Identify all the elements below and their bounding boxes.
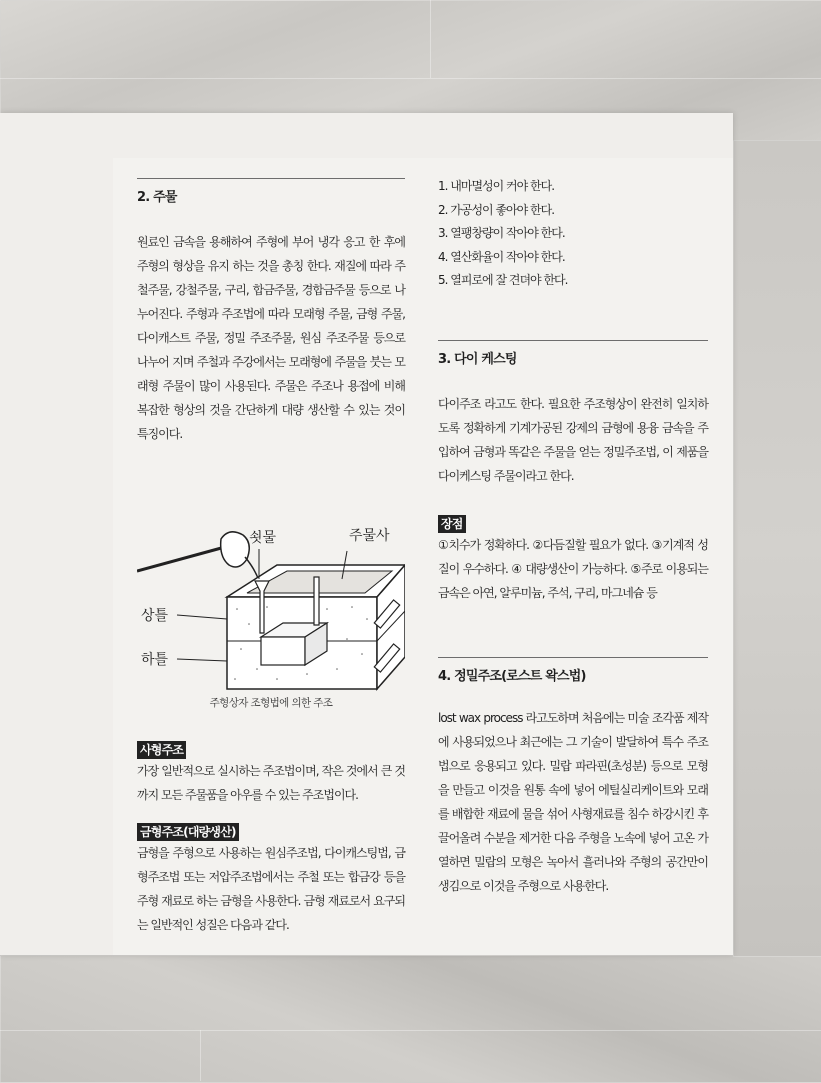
sand-casting-badge: 사형주조 xyxy=(137,741,186,759)
section-rule xyxy=(438,657,708,658)
figure-label-drag: 하틀 xyxy=(141,652,169,668)
section3-body: 다이주조 라고도 한다. 필요한 주조형상이 완전히 일치하도록 정확하게 기계가공된 강제의 금형에 용융 금속을 주입하여 금형과 똑같은 주물을 얻는 정밀주조법, 이 제품을 다이케스팅 주물이라고 한다. xyxy=(438,396,708,483)
casting-diagram xyxy=(137,529,405,694)
merits-badge: 장점 xyxy=(438,515,466,533)
figure-label-cope: 상틀 xyxy=(141,608,169,624)
list-item: 4. 열산화율이 작아야 한다. xyxy=(438,249,565,264)
cope-leader xyxy=(177,615,227,619)
list-item: 1. 내마멸성이 커야 한다. xyxy=(438,179,555,193)
permanent-mold-body: 금형을 주형으로 사용하는 원심주조법, 다이캐스팅법, 금형주조법 또는 저압주조법에서는 주철 또는 합금강 등을 주형 재료로 하는 금형을 사용한다. 금형 재료로서 요구되는 일반적인 성질은 다음과 같다. xyxy=(137,846,405,932)
section3-title: 3. 다이 케스팅 xyxy=(438,351,517,367)
permanent-mold-block xyxy=(137,821,405,937)
left-column xyxy=(137,178,405,937)
merits-body: ①치수가 정확하다. ②다듬질할 필요가 없다. ③기계적 성질이 우수하다. ④ 대량생산이 가능하다. ⑤주로 이용되는 금속은 아연, 알루미늄, 주석, 구리, 마그네슘 등 xyxy=(438,537,708,600)
merits-block xyxy=(438,513,708,605)
tile-seam xyxy=(0,1030,821,1031)
figure-label-sand: 주물사 xyxy=(349,528,390,544)
section-rule xyxy=(137,178,405,179)
tile-seam xyxy=(0,78,821,79)
stone-background-right xyxy=(733,140,821,957)
ladle-handle xyxy=(137,547,225,571)
casting-figure xyxy=(137,529,405,709)
figure-caption: 주형상자 조형법에 의한 주조 xyxy=(209,697,333,709)
figure-label-sprue: 쇳물 xyxy=(249,530,277,546)
pattern-block-front xyxy=(261,637,305,665)
sand-casting-block xyxy=(137,739,405,807)
stone-background-bottom xyxy=(0,955,821,1083)
section-rule xyxy=(438,340,708,341)
list-item: 2. 가공성이 좋아야 한다. xyxy=(438,202,555,217)
section4-title: 4. 정밀주조(로스트 왁스법) xyxy=(438,668,586,684)
tile-seam xyxy=(200,1030,201,1081)
section4-body: lost wax process 라고도하며 처음에는 미술 조각품 제작에 사용되었으나 최근에는 그 기술이 발달하여 특수 주조법으로 응용되고 있다. 밀랍 파라핀(초성분) 등으로 모형을 만들고 이것을 원통 속에 넣어 에틸실리케이트와 모래를 배합한 재료에 물을 섞어 사형재료를 침수 하강시킨 후 끌어올려 수분을 제거한 다음 주형을 노속에 넣어 고온 가열하면 밀랍의 모형은 녹아서 흘러나와 주형의 공간만이 생김으로 이것을 주형으로 사용한다. xyxy=(438,710,708,893)
section2-title: 2. 주물 xyxy=(137,190,177,205)
section2-body: 원료인 금속을 용해하여 주형에 부어 냉각 응고 한 후에 주형의 형상을 유지 하는 것을 총칭 한다. 재질에 따라 주철주물, 강철주물, 구리, 합금주물, 경합금주물 등으로 나누어진다. 주형과 주조법에 따라 모래형 주물, 금형 주물, 다이캐스트 주물, 정밀 주조주물, 원심 주조주물 등으로 나누어 지며 주철과 주강에서는 모래형에 주물을 붓는 모래형 주물이 많이 사용된다. 주물은 주조나 용접에 비해 복잡한 형상의 것을 간단하게 대량 생산할 수 있는 것이 특징이다. xyxy=(137,235,405,441)
tile-seam xyxy=(430,0,431,78)
list-item: 3. 열팽창량이 작아야 한다. xyxy=(438,226,565,240)
permanent-mold-badge: 금형주조(대량생산) xyxy=(137,823,239,841)
ladle-icon xyxy=(221,532,250,567)
requirements-list xyxy=(438,175,708,293)
right-column xyxy=(438,175,708,898)
list-item: 5. 열피로에 잘 견뎌야 한다. xyxy=(438,273,568,287)
sand-casting-body: 가장 일반적으로 실시하는 주조법이며, 작은 것에서 큰 것까지 모든 주물품을 아우를 수 있는 주조법이다. xyxy=(137,764,405,802)
riser-icon xyxy=(314,577,319,625)
drag-leader xyxy=(177,659,227,661)
